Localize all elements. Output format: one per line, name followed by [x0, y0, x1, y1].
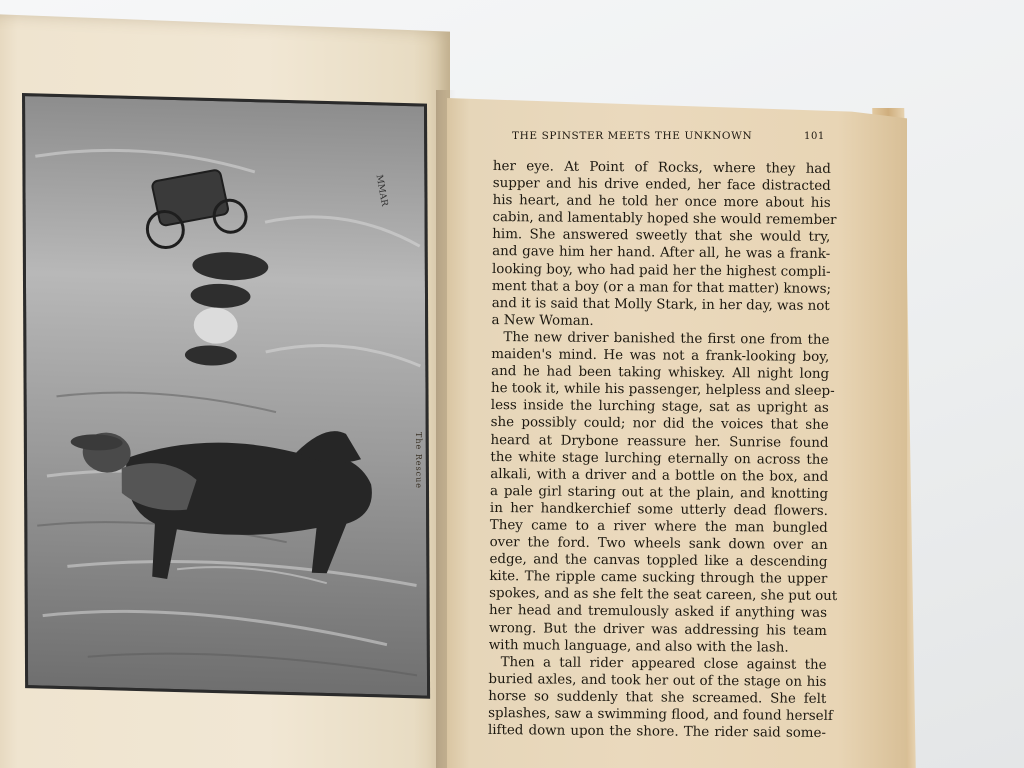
text-line: her head and tremulously asked if anything was	[488, 603, 828, 622]
text-line: ment that a boy (or a man for that matter) knows;	[491, 278, 832, 297]
text-line: maiden's mind. He was not a frank-looking boy,	[491, 347, 830, 365]
page-body-text	[487, 158, 838, 742]
text-line: with much language, and also with the lash.	[488, 637, 789, 656]
text-line: looking boy, who had paid her the highest compli-	[491, 261, 831, 280]
text-line: less inside the lurching stage, sat as upright as	[490, 398, 829, 417]
rescue-illustration	[25, 96, 427, 696]
text-line: Then a tall rider appeared close against the	[500, 654, 827, 673]
text-line: the white stage lurching eternally on across the	[490, 449, 829, 468]
text-line: she possibly could; nor did the voices that she	[490, 415, 829, 434]
text-line: edge, and the canvas toppled like a descending	[489, 552, 828, 571]
text-line: supper and his drive ended, her face distracted	[492, 176, 831, 195]
illustration-caption: The Rescue	[414, 432, 423, 489]
running-head	[512, 130, 825, 142]
text-line: his heart, and he told her once more about his	[492, 193, 831, 212]
text-line: lifted down upon the shore. The rider said some-	[487, 723, 827, 742]
text-line: splashes, saw a swimming flood, and found herself	[488, 705, 833, 724]
text-line: They came to a river where the man bungled	[489, 517, 828, 536]
page-number: 101	[804, 131, 825, 142]
text-line: The new driver banished the first one from the	[503, 330, 830, 348]
text-line: in her handkerchief some utterly dead flowers.	[489, 500, 828, 519]
text-line: spokes, and as she felt the seat careen, she put out	[489, 586, 838, 605]
text-line: him. She answered sweetly that she would try,	[492, 227, 831, 246]
text-line: a New Woman.	[491, 312, 594, 329]
text-line: kite. The ripple came sucking through the upper	[489, 569, 828, 588]
text-line: buried axles, and took her out of the stage on his	[488, 671, 827, 690]
artist-signature: MMAR	[373, 174, 390, 207]
text-line: heard at Drybone reassure her. Sunrise found	[490, 432, 829, 451]
text-line: wrong. But the driver was addressing his team	[488, 620, 827, 639]
text-line: he took it, while his passenger, helpless and sleep-	[490, 381, 835, 400]
text-line: horse so suddenly that she screamed. She felt	[488, 688, 827, 707]
text-line: alkali, with a driver and a bottle on the box, and	[490, 466, 829, 485]
text-line: and it is said that Molly Stark, in her day, was not	[491, 295, 830, 314]
running-head-title: THE SPINSTER MEETS THE UNKNOWN	[512, 130, 753, 142]
text-line: cabin, and lamentably hoped she would remember	[492, 210, 837, 229]
text-line: and he had been taking whiskey. All night long	[491, 364, 830, 383]
text-line: and gave him her hand. After all, he was a frank-	[492, 244, 831, 263]
text-line: a pale girl staring out at the plain, and knotting	[490, 483, 829, 502]
illustration-plate	[22, 93, 430, 699]
text-line: her eye. At Point of Rocks, where they had	[492, 158, 831, 177]
text-line: over the ford. Two wheels sank down over an	[489, 535, 828, 553]
